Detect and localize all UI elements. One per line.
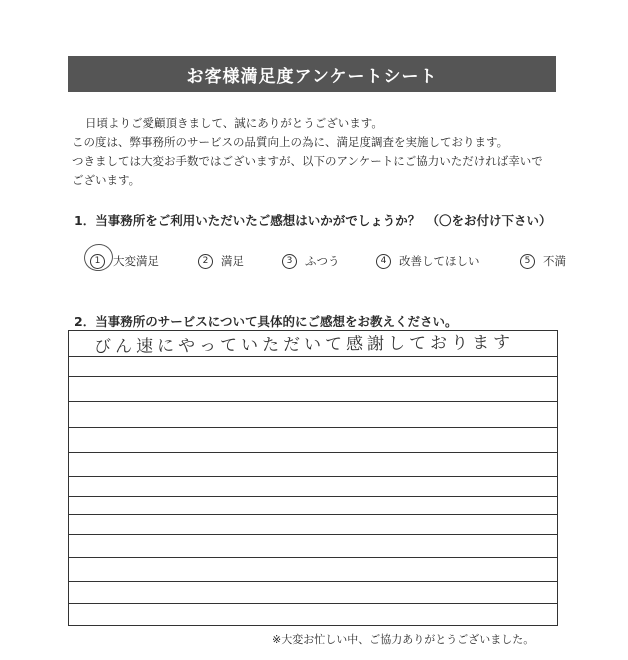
writing-line xyxy=(69,534,557,535)
intro-text xyxy=(72,114,562,190)
writing-line xyxy=(69,376,557,377)
option-satisfied[interactable] xyxy=(198,253,244,269)
survey-title: お客様満足度アンケートシート xyxy=(68,56,556,92)
handwritten-answer: びん速にやっていただいて感謝しております xyxy=(93,332,515,358)
writing-line xyxy=(69,514,557,515)
option-normal[interactable] xyxy=(282,253,340,269)
option-number: 1 xyxy=(90,254,105,269)
option-label: 不満 xyxy=(543,254,566,268)
option-label: 改善してほしい xyxy=(399,254,480,268)
option-number: 3 xyxy=(282,254,297,269)
option-number: 4 xyxy=(376,254,391,269)
writing-line xyxy=(69,557,557,558)
writing-line xyxy=(69,581,557,582)
option-dissatisfied[interactable] xyxy=(520,253,566,269)
intro-line: つきましては大変お手数ではございますが、以下のアンケートにご協力いただければ幸いで xyxy=(72,154,543,168)
option-label: ふつう xyxy=(305,254,340,268)
option-number: 5 xyxy=(520,254,535,269)
writing-line xyxy=(69,476,557,477)
question-2-label: 2．当事務所のサービスについて具体的にご感想をお教えください。 xyxy=(74,314,458,329)
writing-line xyxy=(69,401,557,402)
intro-line: ございます。 xyxy=(72,173,141,187)
intro-line: 日頃よりご愛顧頂きまして、誠にありがとうございます。 xyxy=(85,116,383,130)
question-1-label: 1．当事務所をご利用いただいたご感想はいかがでしょうか？ （〇をお付け下さい） xyxy=(74,213,552,228)
option-very-satisfied[interactable] xyxy=(90,253,159,269)
writing-line xyxy=(69,427,557,428)
option-number: 2 xyxy=(198,254,213,269)
option-needs-improvement[interactable] xyxy=(376,253,480,269)
writing-line xyxy=(69,452,557,453)
option-label: 満足 xyxy=(221,254,244,268)
intro-line: この度は、弊事務所のサービスの品質向上の為に、満足度調査を実施しております。 xyxy=(72,135,509,149)
footer-note: ※大変お忙しい中、ご協力ありがとうございました。 xyxy=(272,633,535,646)
question-1-options xyxy=(0,253,628,273)
answer-writing-box[interactable] xyxy=(68,330,558,626)
writing-line xyxy=(69,496,557,497)
writing-line xyxy=(69,603,557,604)
option-label: 大変満足 xyxy=(113,254,159,268)
